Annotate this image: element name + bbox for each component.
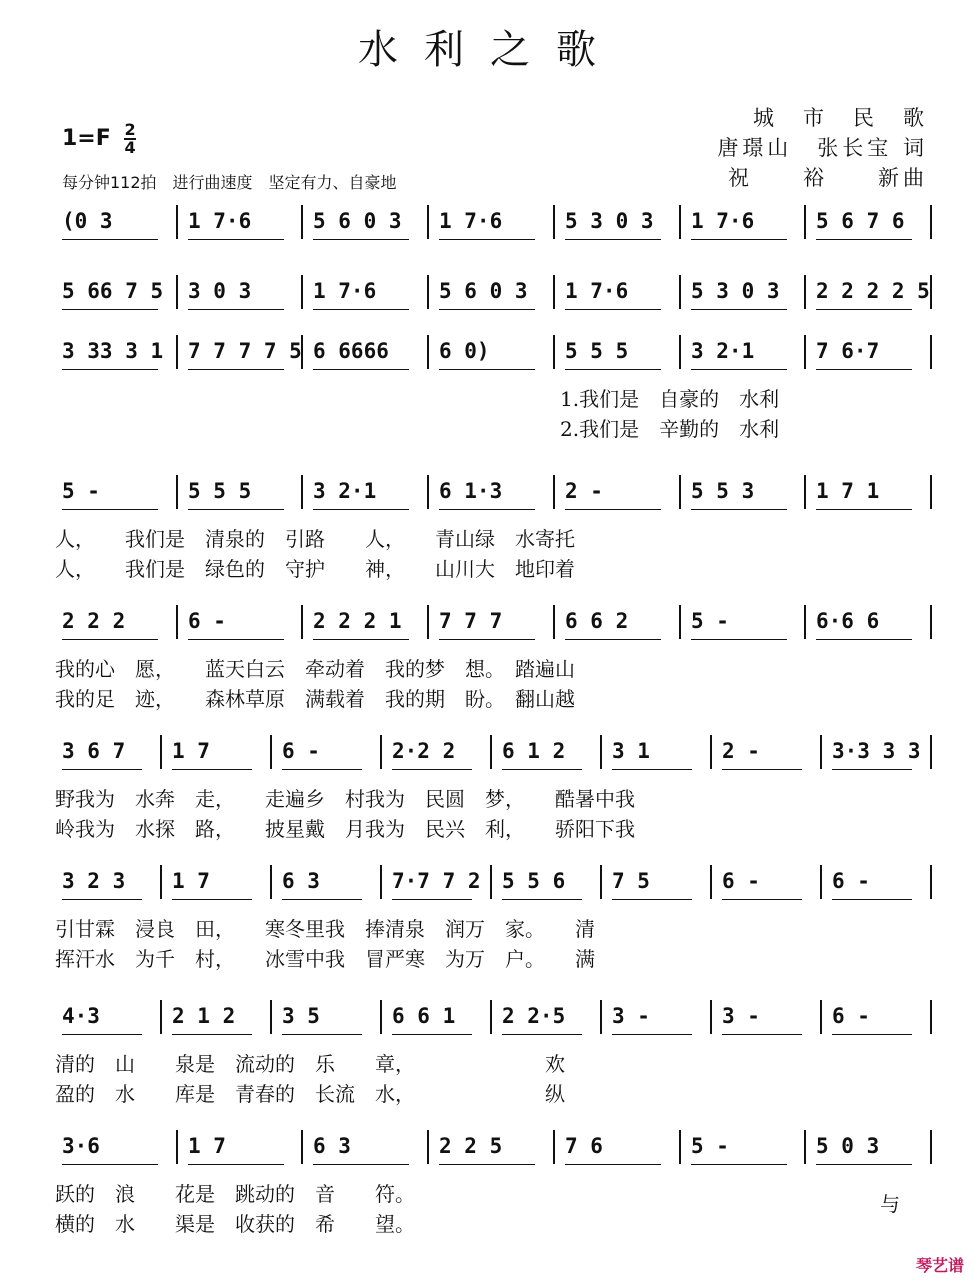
measure-notes: 5 66 7 5 — [62, 279, 164, 303]
barline — [930, 1130, 932, 1164]
beam-line — [722, 1034, 802, 1035]
barline — [301, 205, 303, 239]
measure-notes: 2 2 2 2 5 — [816, 279, 930, 303]
measure-notes: 6 6666 — [313, 339, 389, 363]
barline — [490, 865, 492, 899]
measure-notes: 6 3 — [282, 869, 320, 893]
beam-line — [691, 369, 787, 370]
beam-line — [282, 1034, 362, 1035]
beam-line — [62, 899, 142, 900]
measure-notes: 3·3 3 3 — [832, 739, 921, 763]
barline — [553, 605, 555, 639]
beam-line — [612, 899, 692, 900]
measure-notes: 5 3 0 3 — [691, 279, 780, 303]
beam-line — [62, 1034, 142, 1035]
measure-notes: 1 7 — [172, 739, 210, 763]
staff-row — [50, 335, 930, 375]
lyric-line-1: 人， 我们是 清泉的 引路 人， 青山绿 水寄托 — [55, 527, 575, 551]
barline — [679, 475, 681, 509]
barline — [427, 1130, 429, 1164]
measure-notes: 1 7 — [172, 869, 210, 893]
beam-line — [502, 769, 582, 770]
beam-line — [691, 639, 787, 640]
measure-notes: 6 - — [832, 1004, 870, 1028]
measure-notes: 7 6 — [565, 1134, 603, 1158]
beam-line — [188, 1164, 284, 1165]
beam-line — [392, 769, 472, 770]
beam-line — [282, 769, 362, 770]
beam-line — [565, 509, 661, 510]
measure-notes: 5 - — [691, 609, 729, 633]
beam-line — [313, 369, 409, 370]
barline — [380, 1000, 382, 1034]
barline — [710, 865, 712, 899]
barline — [553, 475, 555, 509]
staff-row — [50, 735, 930, 775]
beam-line — [188, 509, 284, 510]
barline — [427, 335, 429, 369]
barline — [820, 1000, 822, 1034]
barline — [553, 275, 555, 309]
tempo-marking: 每分钟112拍 进行曲速度 坚定有力、自豪地 — [62, 173, 397, 192]
measure-notes: 1 7·6 — [691, 209, 755, 233]
barline — [804, 1130, 806, 1164]
beam-line — [282, 899, 362, 900]
measure-notes: 6 0) — [439, 339, 490, 363]
lyric-line-1: 引甘霖 浸良 田， 寒冬里我 捧清泉 润万 家。 清 — [55, 917, 595, 941]
measure-notes: 3 0 3 — [188, 279, 252, 303]
measure-notes: 3·6 — [62, 1134, 100, 1158]
barline — [804, 205, 806, 239]
barline — [380, 735, 382, 769]
key-signature — [62, 122, 136, 156]
lyric-line-1: 清的 山 泉是 流动的 乐 章， 欢 — [55, 1052, 565, 1076]
beam-line — [62, 769, 142, 770]
barline — [804, 475, 806, 509]
measure-notes: 4·3 — [62, 1004, 100, 1028]
barline — [270, 865, 272, 899]
barline — [427, 275, 429, 309]
barline — [160, 735, 162, 769]
measure-notes: 6 - — [188, 609, 226, 633]
staff-row — [50, 275, 930, 315]
barline — [600, 865, 602, 899]
measure-notes: 3 - — [722, 1004, 760, 1028]
staff-row — [50, 205, 930, 245]
beam-line — [832, 899, 912, 900]
barline — [427, 475, 429, 509]
measure-notes: 5 3 0 3 — [565, 209, 654, 233]
measure-notes: 1 7·6 — [439, 209, 503, 233]
barline — [301, 1130, 303, 1164]
barline — [820, 735, 822, 769]
beam-line — [816, 239, 912, 240]
beam-line — [565, 309, 661, 310]
beam-line — [439, 309, 535, 310]
barline — [490, 1000, 492, 1034]
measure-notes: 6 - — [282, 739, 320, 763]
barline — [553, 335, 555, 369]
barline — [710, 1000, 712, 1034]
measure-notes: 1 7·6 — [313, 279, 377, 303]
measure-notes: 3 33 3 1 — [62, 339, 164, 363]
beam-line — [565, 239, 661, 240]
beam-line — [172, 899, 252, 900]
lyric-line-2: 盈的 水 库是 青春的 长流 水， 纵 — [55, 1082, 565, 1106]
beam-line — [313, 509, 409, 510]
lyric-line-2: 挥汗水 为千 村， 冰雪中我 冒严寒 为万 户。 满 — [55, 947, 595, 971]
credit-origin: 城 市 民 歌 — [753, 106, 928, 130]
barline — [930, 475, 932, 509]
beam-line — [439, 1164, 535, 1165]
barline — [176, 475, 178, 509]
beam-line — [722, 899, 802, 900]
beam-line — [816, 509, 912, 510]
beam-line — [816, 639, 912, 640]
measure-notes: 1 7 1 — [816, 479, 880, 503]
barline — [679, 1130, 681, 1164]
beam-line — [439, 369, 535, 370]
barline — [804, 605, 806, 639]
beam-line — [691, 1164, 787, 1165]
staff-row — [50, 865, 930, 905]
measure-notes: 2 1 2 — [172, 1004, 236, 1028]
barline — [553, 1130, 555, 1164]
barline — [679, 205, 681, 239]
measure-notes: 7 7 7 7 5 — [188, 339, 302, 363]
barline — [804, 335, 806, 369]
barline — [930, 335, 932, 369]
measure-notes: 7 6·7 — [816, 339, 880, 363]
beam-line — [832, 1034, 912, 1035]
measure-notes: 6 - — [722, 869, 760, 893]
beam-line — [816, 369, 912, 370]
measure-notes: 6 6 1 — [392, 1004, 456, 1028]
barline — [490, 735, 492, 769]
barline — [930, 605, 932, 639]
beam-line — [188, 639, 284, 640]
time-top: 2 — [124, 120, 136, 139]
watermark-logo: 琴艺谱 — [915, 1256, 964, 1275]
barline — [301, 605, 303, 639]
beam-line — [439, 509, 535, 510]
measure-notes: 5 5 3 — [691, 479, 755, 503]
beam-line — [62, 509, 158, 510]
measure-notes: 5 5 5 — [188, 479, 252, 503]
barline — [600, 1000, 602, 1034]
barline — [679, 335, 681, 369]
measure-notes: 2 - — [565, 479, 603, 503]
measure-notes: 3 2·1 — [691, 339, 755, 363]
barline — [930, 275, 932, 309]
measure-notes: 7 5 — [612, 869, 650, 893]
beam-line — [313, 239, 409, 240]
staff-row — [50, 605, 930, 645]
lyric-line-1: 野我为 水奔 走， 走遍乡 村我为 民圆 梦， 酷暑中我 — [55, 787, 635, 811]
barline — [804, 275, 806, 309]
credit-arranger: 祝 裕 新曲 — [728, 166, 928, 190]
beam-line — [691, 509, 787, 510]
barline — [270, 1000, 272, 1034]
barline — [710, 735, 712, 769]
beam-line — [392, 1034, 472, 1035]
barline — [160, 865, 162, 899]
beam-line — [439, 639, 535, 640]
beam-line — [188, 239, 284, 240]
barline — [600, 735, 602, 769]
measure-notes: (0 3 — [62, 209, 113, 233]
barline — [176, 1130, 178, 1164]
barline — [176, 335, 178, 369]
beam-line — [691, 309, 787, 310]
measure-notes: 3 2·1 — [313, 479, 377, 503]
barline — [679, 605, 681, 639]
barline — [553, 205, 555, 239]
beam-line — [188, 309, 284, 310]
barline — [176, 275, 178, 309]
beam-line — [565, 639, 661, 640]
measure-notes: 3 5 — [282, 1004, 320, 1028]
beam-line — [502, 1034, 582, 1035]
measure-notes: 1 7·6 — [565, 279, 629, 303]
beam-line — [392, 899, 472, 900]
staff-row — [50, 475, 930, 515]
beam-line — [565, 1164, 661, 1165]
staff-row — [50, 1000, 930, 1040]
measure-notes: 6·6 6 — [816, 609, 880, 633]
measure-notes: 6 3 — [313, 1134, 351, 1158]
barline — [160, 1000, 162, 1034]
measure-notes: 6 1·3 — [439, 479, 503, 503]
staff-row — [50, 1130, 930, 1170]
measure-notes: 5 - — [62, 479, 100, 503]
measure-notes: 6 1 2 — [502, 739, 566, 763]
lyric-line-2: 人， 我们是 绿色的 守护 神， 山川大 地印着 — [55, 557, 575, 581]
beam-line — [172, 769, 252, 770]
beam-line — [188, 369, 284, 370]
barline — [679, 275, 681, 309]
beam-line — [313, 309, 409, 310]
measure-notes: 2 - — [722, 739, 760, 763]
barline — [380, 865, 382, 899]
beam-line — [832, 769, 912, 770]
barline — [176, 605, 178, 639]
beam-line — [62, 239, 158, 240]
beam-line — [313, 1164, 409, 1165]
measure-notes: 7·7 7 2 — [392, 869, 481, 893]
lyric-line-1: 1.我们是 自豪的 水利 — [560, 387, 780, 411]
barline — [270, 735, 272, 769]
measure-notes: 1 7 — [188, 1134, 226, 1158]
beam-line — [62, 309, 158, 310]
measure-notes: 2 2·5 — [502, 1004, 566, 1028]
measure-notes: 3 - — [612, 1004, 650, 1028]
beam-line — [439, 239, 535, 240]
lyric-line-1: 跃的 浪 花是 跳动的 音 符。 — [55, 1182, 415, 1206]
beam-line — [691, 239, 787, 240]
measure-notes: 2 2 2 1 — [313, 609, 402, 633]
lyric-line-2: 我的足 迹， 森林草原 满载着 我的期 盼。 翻山越 — [55, 687, 575, 711]
barline — [930, 865, 932, 899]
measure-notes: 1 7·6 — [188, 209, 252, 233]
lyric-line-2: 横的 水 渠是 收获的 希 望。 — [55, 1212, 415, 1236]
measure-notes: 5 6 0 3 — [313, 209, 402, 233]
barline — [301, 275, 303, 309]
barline — [930, 1000, 932, 1034]
ending-text: 与 — [880, 1192, 900, 1216]
beam-line — [565, 369, 661, 370]
measure-notes: 2·2 2 — [392, 739, 456, 763]
lyric-line-2: 2.我们是 辛勤的 水利 — [560, 417, 780, 441]
beam-line — [502, 899, 582, 900]
beam-line — [612, 769, 692, 770]
beam-line — [62, 369, 158, 370]
measure-notes: 5 5 5 — [565, 339, 629, 363]
measure-notes: 5 5 6 — [502, 869, 566, 893]
measure-notes: 7 7 7 — [439, 609, 503, 633]
barline — [176, 205, 178, 239]
beam-line — [62, 1164, 158, 1165]
measure-notes: 3 1 — [612, 739, 650, 763]
credit-lyricist: 唐璟山 张长宝 词 — [717, 136, 928, 160]
measure-notes: 2 2 5 — [439, 1134, 503, 1158]
beam-line — [722, 769, 802, 770]
beam-line — [612, 1034, 692, 1035]
measure-notes: 5 - — [691, 1134, 729, 1158]
barline — [930, 735, 932, 769]
barline — [930, 205, 932, 239]
measure-notes: 6 6 2 — [565, 609, 629, 633]
measure-notes: 5 0 3 — [816, 1134, 880, 1158]
barline — [301, 475, 303, 509]
beam-line — [313, 639, 409, 640]
measure-notes: 5 6 7 6 — [816, 209, 905, 233]
lyric-line-1: 我的心 愿， 蓝天白云 牵动着 我的梦 想。 踏遍山 — [55, 657, 575, 681]
measure-notes: 3 6 7 — [62, 739, 126, 763]
barline — [427, 605, 429, 639]
time-bottom: 4 — [124, 138, 136, 157]
beam-line — [816, 1164, 912, 1165]
barline — [427, 205, 429, 239]
measure-notes: 2 2 2 — [62, 609, 126, 633]
beam-line — [62, 639, 158, 640]
measure-notes: 6 - — [832, 869, 870, 893]
key-label: 1=F — [62, 126, 111, 151]
song-title: 水利之歌 — [358, 27, 622, 73]
beam-line — [816, 309, 912, 310]
barline — [820, 865, 822, 899]
beam-line — [172, 1034, 252, 1035]
measure-notes: 5 6 0 3 — [439, 279, 528, 303]
lyric-line-2: 岭我为 水探 路， 披星戴 月我为 民兴 利， 骄阳下我 — [55, 817, 635, 841]
measure-notes: 3 2 3 — [62, 869, 126, 893]
